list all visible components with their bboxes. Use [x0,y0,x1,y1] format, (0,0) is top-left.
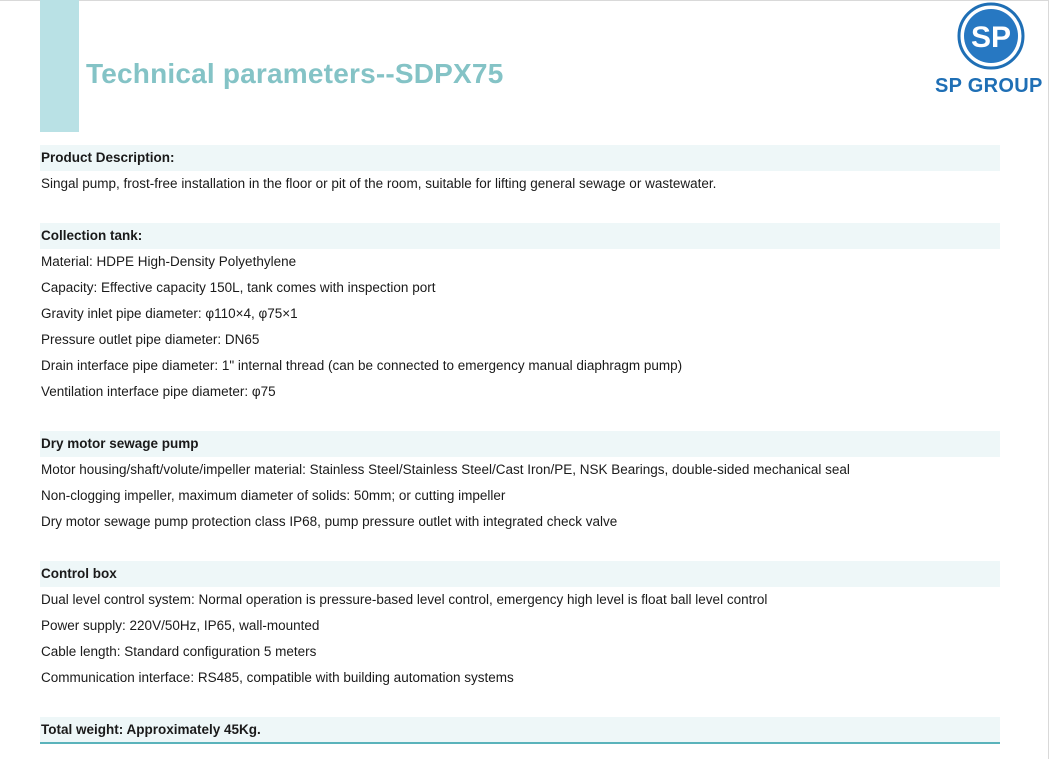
page-top-border [0,0,1049,1]
spec-content [40,145,1000,744]
spec-line: Dry motor sewage pump protection class IP68, pump pressure outlet with integrated check valve [41,514,618,529]
spec-line: Capacity: Effective capacity 150L, tank comes with inspection port [41,280,436,295]
control-box-heading: Control box [40,561,1000,587]
spec-line: Power supply: 220V/50Hz, IP65, wall-mounted [41,618,320,633]
total-weight: Total weight: Approximately 45Kg. [40,717,1000,744]
spec-line: Gravity inlet pipe diameter: φ110×4, φ75×1 [41,306,298,321]
logo-emblem-icon [957,2,1025,70]
spec-line: Drain interface pipe diameter: 1" internal thread (can be connected to emergency manual diaphragm pump) [41,358,683,373]
company-logo [930,0,1049,100]
dry-motor-pump-heading: Dry motor sewage pump [40,431,1000,457]
product-description-heading: Product Description: [40,145,1000,171]
spec-line: Cable length: Standard configuration 5 meters [41,644,317,659]
spec-line: Non-clogging impeller, maximum diameter of solids: 50mm; or cutting impeller [41,488,506,503]
page-title: Technical parameters--SDPX75 [86,58,504,89]
spec-line: Pressure outlet pipe diameter: DN65 [41,332,260,347]
title-accent-bar [40,0,79,132]
spec-line: Motor housing/shaft/volute/impeller material: Stainless Steel/Stainless Steel/Cast Iron/PE, NSK Bearings, double-sided mechanical seal [41,462,850,477]
logo-mark: SP [970,21,1012,54]
logo-text: SP GROUP [935,75,1043,97]
spec-line: Communication interface: RS485, compatible with building automation systems [41,670,514,685]
spec-line: Dual level control system: Normal operation is pressure-based level control, emergency high level is float ball level control [41,592,768,607]
spec-line: Singal pump, frost-free installation in the floor or pit of the room, suitable for lifting general sewage or wastewater. [41,176,717,191]
collection-tank-heading: Collection tank: [40,223,1000,249]
spec-line: Ventilation interface pipe diameter: φ75 [41,384,276,399]
spec-line: Material: HDPE High-Density Polyethylene [41,254,297,269]
